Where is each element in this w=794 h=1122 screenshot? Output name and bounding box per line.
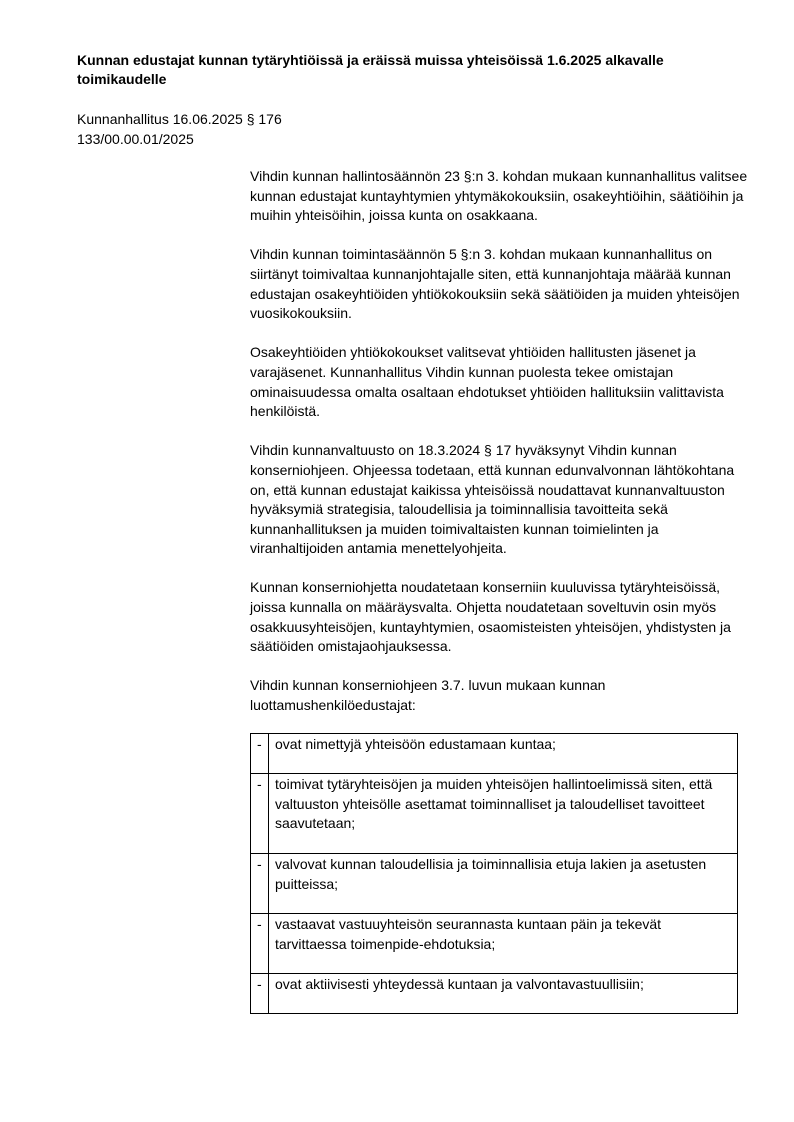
list-dash: - [251, 774, 269, 854]
paragraph: Vihdin kunnan hallintosäännön 23 §:n 3. kohdan mukaan kunnanhallitus valitsee kunnan edustajat kuntayhtymien yhtymäkokouksiin, osakeyhtiöihin, säätiöihin ja muihin yhteisöihin, joissa kunta on osakkaana. [250, 168, 748, 224]
table-row [251, 974, 738, 1014]
table-row [251, 734, 738, 774]
table-row [251, 774, 738, 854]
duty-text: valvovat kunnan taloudellisia ja toiminnallisia etuja lakien ja asetusten puitteissa; [269, 854, 738, 914]
paragraph: Osakeyhtiöiden yhtiökokoukset valitsevat yhtiöiden hallitusten jäsenet ja varajäsenet. Kunnanhallitus Vihdin kunnan puolesta tekee omistajan ominaisuudessa omalta osaltaan ehdotukset yhtiöiden hallituksiin valittavista henkilöistä. [250, 344, 724, 420]
table-row [251, 854, 738, 914]
duty-text: ovat aktiivisesti yhteydessä kuntaan ja valvontavastuullisiin; [269, 974, 738, 1014]
duties-table [250, 733, 738, 1014]
meeting-info [77, 109, 282, 149]
document-body [250, 167, 750, 735]
list-dash: - [251, 734, 269, 774]
duty-text: vastaavat vastuuyhteisön seurannasta kuntaan päin ja tekevät tarvittaessa toimenpide-ehdotuksia; [269, 914, 738, 974]
duty-text: ovat nimettyjä yhteisöön edustamaan kuntaa; [269, 734, 738, 774]
paragraph: Vihdin kunnan konserniohjeen 3.7. luvun mukaan kunnan luottamushenkilöedustajat: [250, 677, 606, 714]
record-number: 133/00.00.01/2025 [77, 131, 194, 147]
table-row [251, 914, 738, 974]
duty-text: toimivat tytäryhteisöjen ja muiden yhteisöjen hallintoelimissä siten, että valtuuston yhteisölle asettamat toiminnalliset ja taloudelliset tavoitteet saavutetaan; [269, 774, 738, 854]
list-dash: - [251, 854, 269, 914]
paragraph: Kunnan konserniohjetta noudatetaan konserniin kuuluvissa tytäryhteisöissä, joissa kunnalla on määräysvalta. Ohjetta noudatetaan soveltuvin osin myös osakkuusyhteisöjen, kuntayhtymien, osaomisteisten yhteisöjen, yhdistysten ja säätiöiden omistajaohjauksessa. [250, 579, 731, 655]
meeting-reference: Kunnanhallitus 16.06.2025 § 176 [77, 111, 282, 127]
list-dash: - [251, 974, 269, 1014]
document-title: Kunnan edustajat kunnan tytäryhtiöissä ja eräissä muissa yhteisöissä 1.6.2025 alkavalle toimikaudelle [77, 52, 664, 87]
paragraph: Vihdin kunnanvaltuusto on 18.3.2024 § 17 hyväksynyt Vihdin kunnan konserniohjeen. Ohjeessa todetaan, että kunnan edunvalvonnan lähtökohtana on, että kunnan edustajat kaikissa yhteisöissä noudattavat kunnanvaltuuston hyväksymiä strategisia, taloudellisia ja toiminnallisia tavoitteita sekä kunnanhallituksen ja muiden toimivaltaisten kunnan toimielinten ja viranhaltijoiden antamia menettelyohjeita. [250, 442, 735, 557]
paragraph: Vihdin kunnan toimintasäännön 5 §:n 3. kohdan mukaan kunnanhallitus on siirtänyt toimivaltaa kunnanjohtajalle siten, että kunnanjohtaja määrää kunnan edustajan osakeyhtiöiden yhtiökokouksiin sekä säätiöiden ja muiden yhteisöjen vuosikokouksiin. [250, 246, 740, 322]
list-dash: - [251, 914, 269, 974]
